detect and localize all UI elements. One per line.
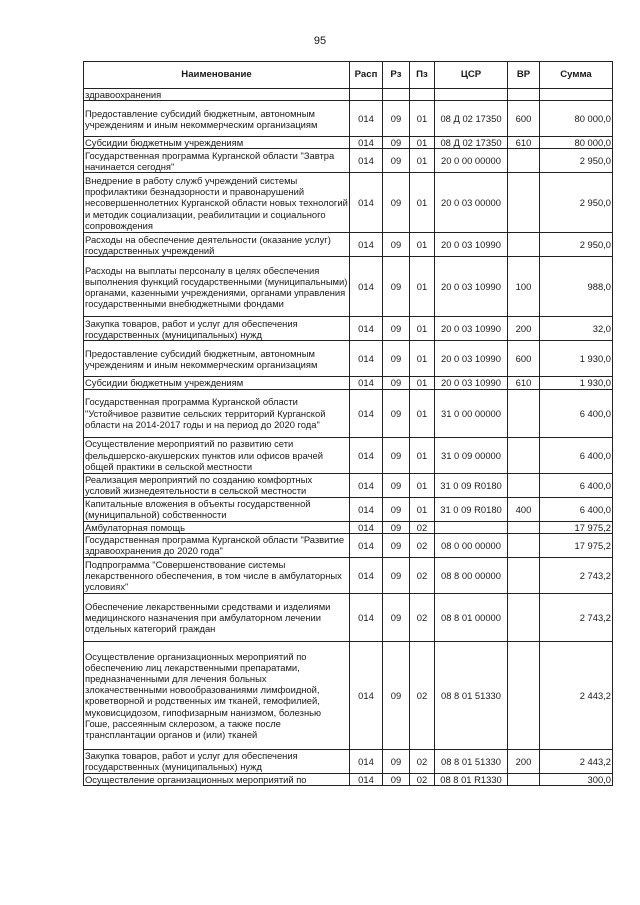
row-rz: 09: [383, 317, 410, 341]
row-pz: 01: [410, 233, 435, 257]
row-rz: 09: [383, 473, 410, 497]
row-csr: 20 0 00 00000: [435, 149, 508, 173]
row-name: Капитальные вложения в объекты государственной (муниципальной) собственности: [84, 497, 350, 521]
row-rz: 09: [383, 173, 410, 233]
row-vr: [508, 557, 540, 593]
row-sum: 2 743,2: [540, 593, 613, 641]
row-rz: 09: [383, 437, 410, 473]
row-rasp: 014: [350, 473, 383, 497]
row-rasp: 014: [350, 137, 383, 149]
row-vr: [508, 641, 540, 749]
row-vr: [508, 437, 540, 473]
page-number: 95: [313, 35, 327, 47]
row-csr: 20 0 03 10990: [435, 257, 508, 317]
row-vr: 200: [508, 317, 540, 341]
row-rz: 09: [383, 533, 410, 557]
row-sum: 988,0: [540, 257, 613, 317]
header-rasp: Расп: [350, 62, 383, 89]
row-csr: 08 8 01 00000: [435, 593, 508, 641]
row-rasp: 014: [350, 317, 383, 341]
row-sum: 2 443,2: [540, 749, 613, 773]
row-rasp: 014: [350, 377, 383, 389]
row-pz: 01: [410, 389, 435, 437]
row-name: Предоставление субсидий бюджетным, автономным учреждениям и иным некоммерческим организациям: [84, 341, 350, 377]
table-row: [84, 641, 613, 749]
row-name: Государственная программа Курганской области "Завтра начинается сегодня": [84, 149, 350, 173]
row-rz: 09: [383, 773, 410, 785]
row-csr: 31 0 00 00000: [435, 389, 508, 437]
table-body: [84, 89, 613, 786]
table-header-row: [84, 62, 613, 89]
row-pz: 02: [410, 773, 435, 785]
row-name: Обеспечение лекарственными средствами и изделиями медицинского назначения при амбулаторном лечении отдельных категорий граждан: [84, 593, 350, 641]
row-csr: 20 0 03 10990: [435, 377, 508, 389]
table-row: [84, 437, 613, 473]
row-rz: 09: [383, 149, 410, 173]
row-vr: 200: [508, 749, 540, 773]
header-csr: ЦСР: [435, 62, 508, 89]
row-vr: 600: [508, 101, 540, 137]
table-row: [84, 233, 613, 257]
row-sum: 1 930,0: [540, 377, 613, 389]
row-pz: 02: [410, 641, 435, 749]
row-vr: 600: [508, 341, 540, 377]
row-vr: [508, 593, 540, 641]
row-name: Предоставление субсидий бюджетным, автономным учреждениям и иным некоммерческим организациям: [84, 101, 350, 137]
row-rz: 09: [383, 257, 410, 317]
table-row: [84, 137, 613, 149]
row-vr: [508, 89, 540, 101]
table-row: [84, 101, 613, 137]
row-pz: 02: [410, 557, 435, 593]
row-name: Подпрограмма "Совершенствование системы лекарственного обеспечения, в том числе в амбулаторных условиях": [84, 557, 350, 593]
row-name: Осуществление мероприятий по развитию сети фельдшерско-акушерских пунктов или офисов врачей общей практики в сельской местности: [84, 437, 350, 473]
row-csr: 20 0 03 10990: [435, 317, 508, 341]
table-row: [84, 173, 613, 233]
row-pz: 02: [410, 593, 435, 641]
row-pz: 01: [410, 473, 435, 497]
row-rasp: 014: [350, 173, 383, 233]
row-sum: 80 000,0: [540, 137, 613, 149]
row-rasp: 014: [350, 497, 383, 521]
row-sum: 6 400,0: [540, 473, 613, 497]
row-csr: 08 8 01 51330: [435, 641, 508, 749]
table-row: [84, 149, 613, 173]
row-sum: 32,0: [540, 317, 613, 341]
row-vr: [508, 149, 540, 173]
table-row: [84, 497, 613, 521]
row-vr: [508, 389, 540, 437]
row-name: Закупка товаров, работ и услуг для обеспечения государственных (муниципальных) нужд: [84, 317, 350, 341]
row-sum: 17 975,2: [540, 521, 613, 533]
row-sum: 300,0: [540, 773, 613, 785]
row-csr: 08 8 01 51330: [435, 749, 508, 773]
row-pz: [410, 89, 435, 101]
row-csr: [435, 89, 508, 101]
table-row: [84, 89, 613, 101]
row-name: Государственная программа Курганской области "Развитие здравоохранения до 2020 года": [84, 533, 350, 557]
row-vr: [508, 233, 540, 257]
row-rasp: [350, 89, 383, 101]
row-vr: 610: [508, 137, 540, 149]
row-vr: [508, 521, 540, 533]
row-sum: 17 975,2: [540, 533, 613, 557]
row-rasp: 014: [350, 533, 383, 557]
row-pz: 01: [410, 497, 435, 521]
row-csr: 31 0 09 R0180: [435, 473, 508, 497]
row-rasp: 014: [350, 521, 383, 533]
row-pz: 01: [410, 377, 435, 389]
row-rasp: 014: [350, 389, 383, 437]
row-sum: 1 930,0: [540, 341, 613, 377]
table-row: [84, 593, 613, 641]
row-csr: 08 8 00 00000: [435, 557, 508, 593]
table-row: [84, 377, 613, 389]
row-rasp: 014: [350, 149, 383, 173]
table-row: [84, 773, 613, 785]
row-csr: [435, 521, 508, 533]
row-rz: [383, 89, 410, 101]
row-name: Субсидии бюджетным учреждениям: [84, 137, 350, 149]
table-row: [84, 473, 613, 497]
row-rz: 09: [383, 233, 410, 257]
row-sum: 6 400,0: [540, 497, 613, 521]
row-name: Осуществление организационных мероприятий по: [84, 773, 350, 785]
row-pz: 01: [410, 341, 435, 377]
row-csr: 08 0 00 00000: [435, 533, 508, 557]
row-pz: 02: [410, 749, 435, 773]
row-name: Государственная программа Курганской области "Устойчивое развитие сельских территорий Курганской области на 2014-2017 годы и на период до 2020 года": [84, 389, 350, 437]
table-row: [84, 389, 613, 437]
row-sum: 6 400,0: [540, 437, 613, 473]
table-row: [84, 521, 613, 533]
header-name: Наименование: [84, 62, 350, 89]
row-rasp: 014: [350, 557, 383, 593]
row-rasp: 014: [350, 101, 383, 137]
header-pz: Пз: [410, 62, 435, 89]
row-pz: 01: [410, 317, 435, 341]
row-csr: 08 Д 02 17350: [435, 137, 508, 149]
row-rz: 09: [383, 521, 410, 533]
header-vr: ВР: [508, 62, 540, 89]
row-pz: 01: [410, 137, 435, 149]
row-csr: 20 0 03 10990: [435, 233, 508, 257]
row-rasp: 014: [350, 749, 383, 773]
row-name: здравоохранения: [84, 89, 350, 101]
row-rz: 09: [383, 101, 410, 137]
row-csr: 08 8 01 R1330: [435, 773, 508, 785]
row-name: Амбулаторная помощь: [84, 521, 350, 533]
row-pz: 02: [410, 521, 435, 533]
table-row: [84, 749, 613, 773]
row-rz: 09: [383, 389, 410, 437]
row-rasp: 014: [350, 233, 383, 257]
table-row: [84, 533, 613, 557]
row-sum: 2 743,2: [540, 557, 613, 593]
header-sum: Сумма: [540, 62, 613, 89]
row-name: Расходы на выплаты персоналу в целях обеспечения выполнения функций государственными (муниципальными) органами, казенными учреждениями, органами управления государственными внебюджетными фондами: [84, 257, 350, 317]
row-rasp: 014: [350, 257, 383, 317]
row-rasp: 014: [350, 641, 383, 749]
budget-table: [83, 61, 613, 786]
row-pz: 01: [410, 149, 435, 173]
row-rz: 09: [383, 641, 410, 749]
row-rz: 09: [383, 341, 410, 377]
table-row: [84, 341, 613, 377]
row-rasp: 014: [350, 341, 383, 377]
row-rz: 09: [383, 497, 410, 521]
row-rz: 09: [383, 749, 410, 773]
row-sum: 2 950,0: [540, 149, 613, 173]
row-vr: [508, 173, 540, 233]
row-pz: 01: [410, 101, 435, 137]
header-rz: Рз: [383, 62, 410, 89]
row-pz: 01: [410, 437, 435, 473]
row-rz: 09: [383, 557, 410, 593]
row-vr: 610: [508, 377, 540, 389]
row-vr: 100: [508, 257, 540, 317]
row-vr: [508, 773, 540, 785]
row-csr: 31 0 09 00000: [435, 437, 508, 473]
row-name: Внедрение в работу служб учреждений системы профилактики безнадзорности и правонарушений несовершеннолетних Курганской области новых технологий и методик социализации, реабилитации и социального сопровождения: [84, 173, 350, 233]
row-pz: 01: [410, 173, 435, 233]
row-name: Осуществление организационных мероприятий по обеспечению лиц лекарственными препаратами, предназначенными для лечения больных злокачественными новообразованиями лимфоидной, кроветворной и родственных им тканей, гемофилией, муковисцидозом, гипофизарным нанизмом, болезнью Гоше, рассеянным склерозом, а также после трансплантации органов и (или) тканей: [84, 641, 350, 749]
row-sum: 2 950,0: [540, 233, 613, 257]
row-name: Расходы на обеспечение деятельности (оказание услуг) государственных учреждений: [84, 233, 350, 257]
row-csr: 08 Д 02 17350: [435, 101, 508, 137]
table-row: [84, 557, 613, 593]
row-pz: 01: [410, 257, 435, 317]
row-sum: 2 950,0: [540, 173, 613, 233]
row-name: Закупка товаров, работ и услуг для обеспечения государственных (муниципальных) нужд: [84, 749, 350, 773]
row-vr: 400: [508, 497, 540, 521]
row-csr: 31 0 09 R0180: [435, 497, 508, 521]
row-vr: [508, 473, 540, 497]
row-sum: [540, 89, 613, 101]
row-rasp: 014: [350, 593, 383, 641]
row-rz: 09: [383, 137, 410, 149]
row-name: Реализация мероприятий по созданию комфортных условий жизнедеятельности в сельской местности: [84, 473, 350, 497]
row-rz: 09: [383, 593, 410, 641]
row-rz: 09: [383, 377, 410, 389]
row-sum: 6 400,0: [540, 389, 613, 437]
table-row: [84, 257, 613, 317]
row-sum: 80 000,0: [540, 101, 613, 137]
row-pz: 02: [410, 533, 435, 557]
row-rasp: 014: [350, 437, 383, 473]
row-name: Субсидии бюджетным учреждениям: [84, 377, 350, 389]
row-sum: 2 443,2: [540, 641, 613, 749]
row-csr: 20 0 03 00000: [435, 173, 508, 233]
row-vr: [508, 533, 540, 557]
row-rasp: 014: [350, 773, 383, 785]
row-csr: 20 0 03 10990: [435, 341, 508, 377]
table-row: [84, 317, 613, 341]
